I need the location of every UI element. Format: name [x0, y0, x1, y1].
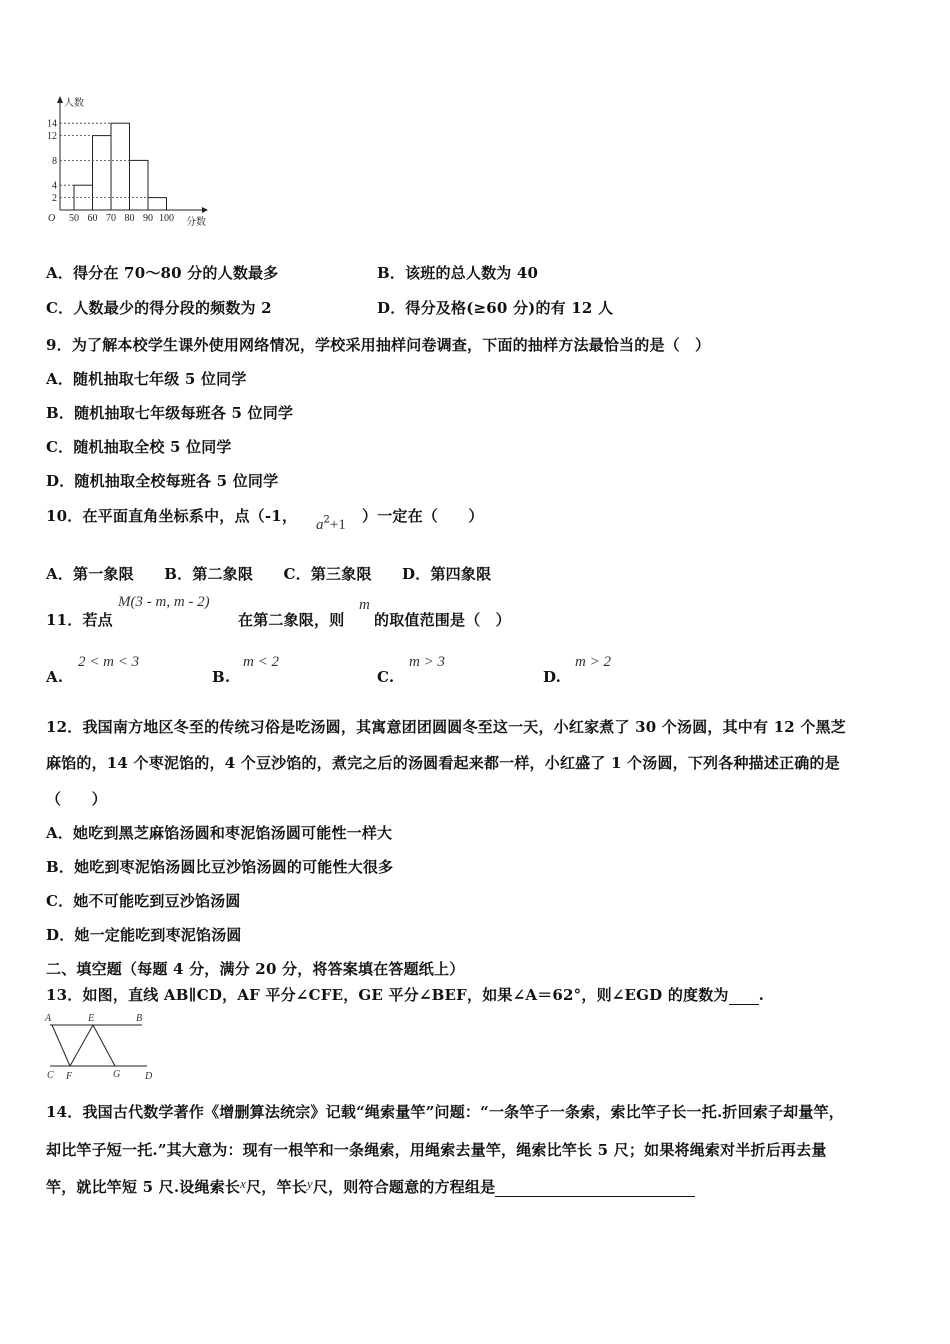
chart-bars	[74, 123, 167, 210]
q8-option-c: C．人数最少的得分段的频数为 2	[46, 299, 272, 317]
chart-axes	[48, 96, 208, 228]
q14-text-b: 尺，竿长	[246, 1178, 307, 1196]
point-label-d: D	[145, 1071, 153, 1082]
x-axis-label: 分数	[186, 217, 206, 228]
q11-option-d-expr: m > 2	[575, 654, 611, 670]
q8-option-d: D．得分及格(≥60 分)的有 12 人	[377, 299, 614, 317]
q11-option-b-expr: m < 2	[243, 654, 279, 670]
segment-ef	[70, 1025, 93, 1066]
x-tick-label: 70	[106, 213, 116, 224]
y-tick-label: 8	[52, 155, 57, 167]
segment-af	[52, 1025, 70, 1066]
q10-expr-tail: +1	[329, 517, 346, 533]
q11-option-a-label: A.	[46, 668, 64, 686]
q9-option-c: C．随机抽取全校 5 位同学	[46, 438, 232, 456]
q10-expression	[316, 514, 346, 534]
q13-geometry-figure	[42, 1010, 167, 1082]
q11-point: M(3 - m, m - 2)	[118, 594, 210, 610]
x-tick-label: 100	[159, 213, 174, 224]
q12-stem-line1: 12．我国南方地区冬至的传统习俗是吃汤圆，其寓意团团圆圆冬至这一天，小红家煮了 30 个汤圆，其中有 12 个黑芝	[46, 718, 846, 736]
q13-stem-text: 13．如图，直线 AB∥CD，AF 平分∠CFE，GE 平分∠BEF，如果∠A＝62°，则∠EGD 的度数为	[46, 986, 729, 1004]
q10-stem-post: ）一定在（ ）	[362, 507, 484, 525]
q10-expr-exp: 2	[323, 514, 330, 526]
q10-expr-base: a	[316, 517, 324, 533]
q12-option-c: C．她不可能吃到豆沙馅汤圆	[46, 892, 241, 910]
q11-option-d-label: D.	[543, 668, 562, 686]
q13-stem	[46, 984, 764, 1005]
x-tick-label: 60	[87, 213, 98, 224]
x-tick-label: 50	[69, 213, 79, 224]
point-label-f: F	[66, 1071, 73, 1082]
q14-text-c: 尺，则符合题意的方程组是	[312, 1178, 496, 1196]
q11-var: m	[359, 597, 370, 613]
point-label-g: G	[113, 1069, 121, 1080]
q12-option-a: A．她吃到黑芝麻馅汤圆和枣泥馅汤圆可能性一样大	[46, 824, 393, 842]
q8-option-b: B．该班的总人数为 40	[377, 264, 539, 282]
q8-option-a: A．得分在 70～80 分的人数最多	[46, 264, 279, 282]
q11-option-c-label: C.	[377, 668, 395, 686]
point-label-c: C	[47, 1070, 54, 1081]
q14-stem-line2: 却比竿子短一托.”其大意为：现有一根竿和一条绳索，用绳索去量竿，绳索比竿长 5 尺；如果将绳索对半折后再去量	[46, 1141, 827, 1159]
histogram-bar	[111, 123, 130, 210]
q10-stem-pre: 10．在平面直角坐标系中，点（-1，	[46, 507, 298, 525]
histogram-bar	[130, 160, 149, 210]
point-label-a: A	[45, 1013, 52, 1024]
q11-option-b-label: B.	[212, 668, 231, 686]
y-tick-label: 4	[52, 180, 57, 192]
y-axis-label: 人数	[64, 98, 84, 109]
q11-option-c-expr: m > 3	[409, 654, 445, 670]
q9-stem: 9．为了解本校学生课外使用网络情况，学校采用抽样问卷调查，下面的抽样方法最恰当的是（ ）	[46, 336, 711, 354]
q13-answer-blank[interactable]	[729, 1004, 759, 1005]
q13-stem-end: .	[758, 986, 765, 1004]
q11-option-a-expr: 2 < m < 3	[78, 654, 140, 670]
origin-label: O	[48, 213, 56, 224]
q14-text-a: 竿，就比竿短 5 尺.设绳索长	[46, 1178, 241, 1196]
x-tick-label: 90	[143, 213, 153, 224]
q14-stem-line1: 14．我国古代数学著作《增删算法统宗》记载“绳索量竿”问题：“一条竿子一条索，索比竿子长一托.折回索子却量竿，	[46, 1103, 844, 1121]
histogram-chart	[40, 95, 220, 235]
q9-option-d: D．随机抽取全校每班各 5 位同学	[46, 472, 279, 490]
y-tick-label: 14	[47, 118, 57, 130]
point-label-b: B	[136, 1013, 143, 1024]
segment-eg	[93, 1025, 115, 1066]
y-tick-label: 12	[47, 131, 57, 143]
q10-options: A．第一象限 B．第二象限 C．第三象限 D．第四象限	[46, 565, 492, 583]
q11-stem-post: 的取值范围是（ ）	[374, 611, 511, 629]
q14-var-y: y	[306, 1176, 313, 1191]
q11-stem-mid: 在第二象限，则	[238, 611, 345, 629]
x-axis-arrow	[202, 207, 208, 213]
q12-option-b: B．她吃到枣泥馅汤圆比豆沙馅汤圆的可能性大很多	[46, 858, 394, 876]
q11-stem-pre: 11．若点	[46, 611, 113, 629]
q12-option-d: D．她一定能吃到枣泥馅汤圆	[46, 926, 242, 944]
q14-var-x: x	[240, 1176, 247, 1191]
q12-stem-line2: 麻馅的，14 个枣泥馅的，4 个豆沙馅的，煮完之后的汤圆看起来都一样，小红盛了 1 个汤圆，下列各种描述正确的是	[46, 754, 840, 772]
q9-option-a: A．随机抽取七年级 5 位同学	[46, 370, 247, 388]
histogram-bar	[93, 136, 112, 210]
y-tick-label: 2	[52, 193, 57, 205]
q9-option-b: B．随机抽取七年级每班各 5 位同学	[46, 404, 294, 422]
y-axis-arrow	[57, 96, 63, 103]
histogram-bar	[148, 198, 167, 210]
section-title: 二、填空题（每题 4 分，满分 20 分，将答案填在答题纸上）	[46, 960, 465, 978]
x-tick-label: 80	[124, 213, 135, 224]
q14-answer-blank[interactable]	[495, 1196, 695, 1197]
q14-stem-line3	[46, 1176, 695, 1197]
q12-stem-line3: （ ）	[46, 790, 107, 808]
point-label-e: E	[88, 1013, 95, 1024]
